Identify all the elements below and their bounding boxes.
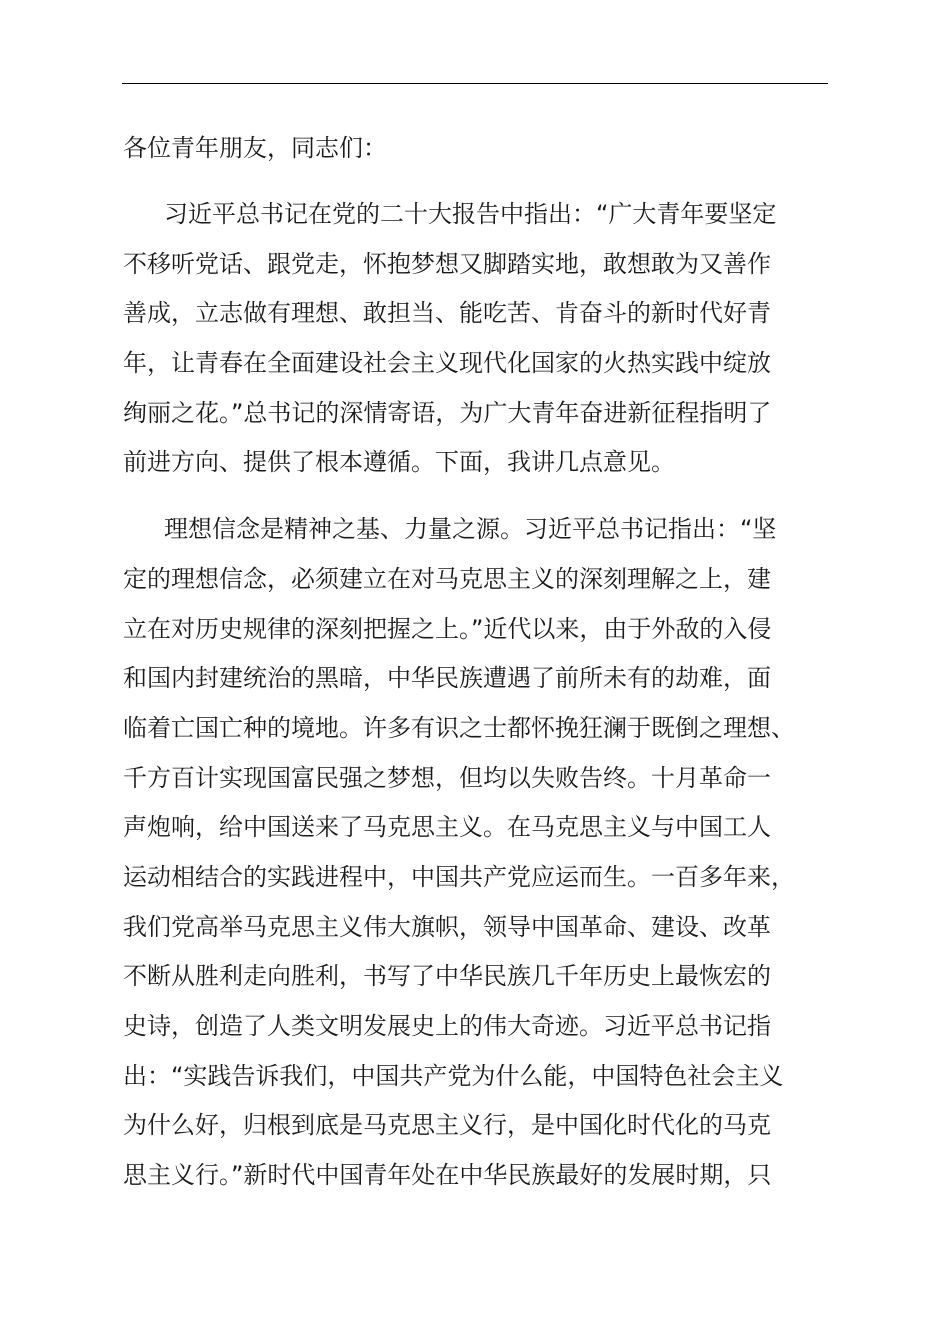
paragraph-line: 前进方向、提供了根本遵循。下面，我讲几点意见。 [123, 448, 675, 477]
paragraph-line: 立在对历史规律的深刻把握之上。”近代以来，由于外敌的入侵 [123, 614, 772, 643]
paragraph-line: 思主义行。”新时代中国青年处在中华民族最好的发展时期，只 [123, 1161, 772, 1190]
paragraph-line: 不断从胜利走向胜利，书写了中华民族几千年历史上最恢宏的 [123, 962, 771, 991]
paragraph-1 [123, 190, 829, 488]
paragraph-line: 善成，立志做有理想、敢担当、能吃苦、肯奋斗的新时代好青 [123, 299, 771, 328]
paragraph-line: 临着亡国亡种的境地。许多有识之士都怀挽狂澜于既倒之理想、 [123, 713, 795, 742]
paragraph-line: 理想信念是精神之基、力量之源。习近平总书记指出：“坚 [164, 515, 777, 544]
paragraph-line: 史诗，创造了人类文明发展史上的伟大奇迹。习近平总书记指 [123, 1012, 771, 1040]
salutation: 各位青年朋友，同志们： [123, 134, 387, 162]
paragraph-line: 千方百计实现国富民强之梦想，但均以失败告终。十月革命一 [123, 763, 771, 792]
paragraph-line: 不移听党话、跟党走，怀抱梦想又脚踏实地，敢想敢为又善作 [123, 249, 771, 278]
paragraph-line: 运动相结合的实践进程中，中国共产党应运而生。一百多年来， [123, 862, 795, 891]
paragraph-2 [123, 505, 829, 1201]
paragraph-line: 为什么好，归根到底是马克思主义行，是中国化时代化的马克 [123, 1111, 771, 1140]
paragraph-line: 习近平总书记在党的二十大报告中指出：“广大青年要坚定 [164, 200, 777, 228]
paragraph-line: 定的理想信念，必须建立在对马克思主义的深刻理解之上，建 [123, 564, 771, 593]
paragraph-line: 我们党高举马克思主义伟大旗帜，领导中国革命、建设、改革 [123, 912, 771, 941]
paragraph-line: 绚丽之花。”总书记的深情寄语，为广大青年奋进新征程指明了 [123, 398, 772, 427]
paragraph-line: 年，让青春在全面建设社会主义现代化国家的火热实践中绽放 [123, 349, 771, 378]
paragraph-line: 出：“实践告诉我们，中国共产党为什么能，中国特色社会主义 [123, 1061, 784, 1090]
document-body [123, 124, 829, 1201]
paragraph-line: 和国内封建统治的黑暗，中华民族遭遇了前所未有的劫难，面 [123, 664, 771, 693]
paragraph-line: 声炮响，给中国送来了马克思主义。在马克思主义与中国工人 [123, 813, 771, 842]
header-rule [122, 83, 828, 84]
